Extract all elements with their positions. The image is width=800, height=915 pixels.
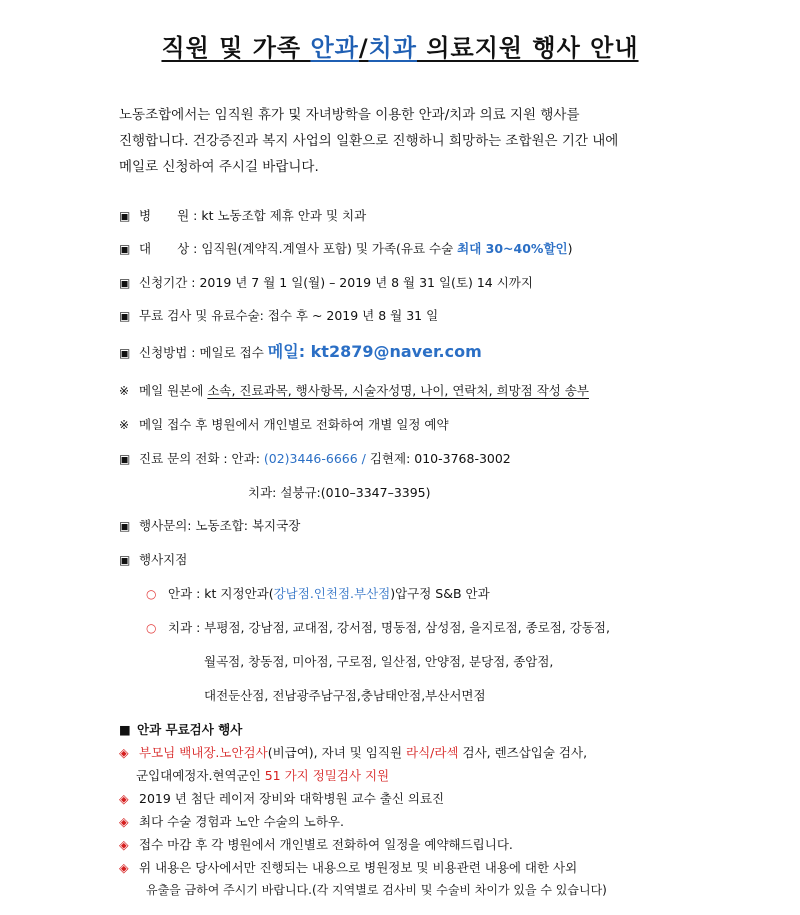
- event-title: [119, 721, 242, 739]
- diamond-bullet-icon: ◈: [119, 860, 129, 875]
- diamond-bullet-icon: ◈: [119, 837, 129, 852]
- event-lasik: 라식/라섹: [406, 745, 459, 760]
- note2-text: 메일 접수 후 병원에서 개인별로 전화하여 개별 일정 예약: [139, 417, 449, 432]
- title-eye: 안과: [310, 34, 359, 62]
- reference-mark-icon: ※: [119, 418, 130, 432]
- event-line4-text: 최다 수술 경험과 노안 수술의 노하우.: [139, 814, 344, 829]
- box-bullet-icon: ▣: [119, 452, 131, 466]
- branches-title-text: 행사지점: [139, 552, 188, 567]
- diamond-bullet-icon: ◈: [119, 791, 129, 806]
- event-line-6: [119, 859, 577, 877]
- item-inquiry: [119, 517, 300, 535]
- event-line1-a: (비급여), 자녀 및 임직원: [267, 745, 406, 760]
- item-eye-branch: [146, 585, 490, 603]
- box-bullet-icon: ▣: [119, 309, 131, 323]
- target-close: ): [567, 241, 573, 256]
- event-51-tests: 51 가지 정밀검사 지원: [264, 768, 390, 783]
- event-line2-a: 군입대예정자.현역군인: [136, 768, 265, 783]
- event-line-3: [119, 790, 444, 808]
- page-title: [0, 28, 800, 63]
- square-bullet-icon: ■: [119, 722, 131, 737]
- event-line5-text: 접수 마감 후 각 병원에서 개인별로 전화하여 일정을 예약해드립니다.: [139, 837, 513, 852]
- box-bullet-icon: ▣: [119, 553, 131, 567]
- hospital-label-b: 원: [177, 208, 190, 223]
- dental-branch-line-1: 치과 : 부평점, 강남점, 교대점, 강서점, 명동점, 삼성점, 을지로점, 종로점, 강동점,: [168, 620, 610, 635]
- note1-underlined: 소속, 진료과목, 행사항목, 시술자성명, 나이, 연락처, 희망점 작성 송부: [207, 383, 589, 398]
- event-line-2: [136, 767, 389, 785]
- event-line6-text: 위 내용은 당사에서만 진행되는 내용으로 병원정보 및 비용관련 내용에 대한 사외: [139, 860, 578, 875]
- diamond-bullet-icon: ◈: [119, 745, 129, 760]
- reference-mark-icon: ※: [119, 384, 130, 398]
- event-line7-text: 유출을 금하여 주시기 바랍니다.(각 지역별로 검사비 및 수술비 차이가 있을 수 있습니다): [146, 883, 607, 897]
- box-bullet-icon: ▣: [119, 519, 131, 533]
- intro-line-1: 노동조합에서는 임직원 휴가 및 자녀방학을 이용한 안과/치과 의료 지원 행사를: [119, 107, 580, 123]
- box-bullet-icon: ▣: [119, 242, 131, 256]
- event-title-text: 안과 무료검사 행사: [137, 722, 243, 737]
- item-note-1: [119, 382, 589, 400]
- hospital-text: : kt 노동조합 제휴 안과 및 치과: [193, 208, 367, 223]
- item-dental-branch-3: [204, 687, 486, 705]
- method-text: 신청방법 : 메일로 접수: [139, 345, 268, 360]
- title-dental: 치과: [368, 34, 417, 62]
- dental-contact: 치과: 설붕규:(010–3347–3395): [248, 485, 431, 500]
- eye-branch-text: 안과 : kt 지정안과(: [168, 586, 274, 601]
- diamond-bullet-icon: ◈: [119, 814, 129, 829]
- item-method: [119, 343, 482, 362]
- box-bullet-icon: ▣: [119, 276, 131, 290]
- event-line-7: [146, 881, 607, 899]
- target-label-a: 대: [139, 241, 152, 256]
- box-bullet-icon: ▣: [119, 346, 131, 360]
- note1-prefix: 메일 원본에: [139, 383, 208, 398]
- intro-line-2: 진행합니다. 건강증진과 복지 사업의 일환으로 진행하니 희망하는 조합원은 기간 내에: [119, 133, 619, 149]
- dental-branch-line-2: 월곡점, 창동점, 미아점, 구로점, 일산점, 안양점, 분당점, 종암점,: [204, 654, 554, 669]
- item-phone-dental: [248, 484, 431, 502]
- target-text: : 임직원(계약직.계열사 포함) 및 가족(유료 수술: [193, 241, 458, 256]
- item-phone: [119, 450, 511, 468]
- phone-text: 진료 문의 전화 : 안과:: [139, 451, 264, 466]
- circle-bullet-icon: ○: [146, 621, 157, 635]
- eye-branch-highlight: 강남점.인천점.부산점: [273, 586, 391, 601]
- target-label-b: 상: [177, 241, 190, 256]
- title-text-1: 직원 및 가족: [161, 34, 311, 62]
- eye-phone-number: (02)3446-6666 /: [263, 451, 366, 466]
- title-sep: /: [358, 34, 369, 62]
- item-hospital: [119, 207, 366, 225]
- event-line-5: [119, 836, 513, 854]
- item-dental-branch: [146, 619, 610, 637]
- period-text: 신청기간 : 2019 년 7 월 1 일(월) – 2019 년 8 월 31 일(토) 14 시까지: [139, 275, 533, 290]
- event-parents-exam: 부모님 백내장.노안검사: [139, 745, 268, 760]
- box-bullet-icon: ▣: [119, 209, 131, 223]
- email-address: 메일: kt2879@naver.com: [267, 342, 482, 361]
- item-dental-branch-2: [204, 653, 553, 671]
- event-line3-text: 2019 년 첨단 레이저 장비와 대학병원 교수 출신 의료진: [139, 791, 445, 806]
- intro-paragraph: [119, 102, 719, 180]
- item-exam: [119, 307, 438, 325]
- item-period: [119, 274, 533, 292]
- event-line-1: [119, 744, 587, 762]
- title-text-2: 의료지원 행사 안내: [416, 34, 639, 62]
- eye-contact: 김현제: 010-3768-3002: [365, 451, 511, 466]
- item-branches-title: [119, 551, 187, 569]
- hospital-label-a: 병: [139, 208, 152, 223]
- discount-highlight: 최대 30~40%할인: [457, 241, 568, 256]
- inquiry-text: 행사문의: 노동조합: 복지국장: [139, 518, 301, 533]
- dental-branch-line-3: 대전둔산점, 전남광주남구점,충남태안점,부산서면점: [204, 688, 486, 703]
- item-target: [119, 240, 573, 258]
- intro-line-3: 메일로 신청하여 주시길 바랍니다.: [119, 159, 319, 175]
- item-note-2: [119, 416, 449, 434]
- exam-text: 무료 검사 및 유료수술: 접수 후 ~ 2019 년 8 월 31 일: [139, 308, 439, 323]
- circle-bullet-icon: ○: [146, 587, 157, 601]
- event-line-4: [119, 813, 344, 831]
- event-line1-b: 검사, 렌즈삽입술 검사,: [458, 745, 588, 760]
- eye-branch-text-2: )압구정 S&B 안과: [390, 586, 490, 601]
